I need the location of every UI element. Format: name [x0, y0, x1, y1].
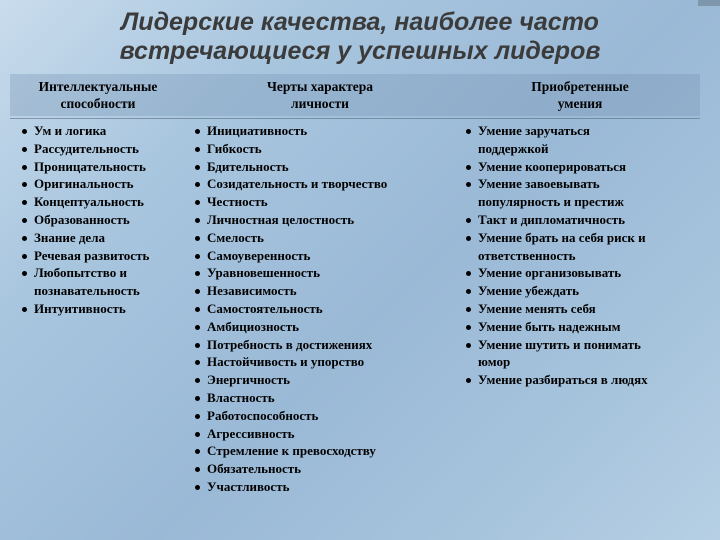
- list-item-text: Бдительность: [207, 158, 289, 174]
- list-item: [465, 318, 705, 336]
- list-item: [194, 336, 456, 354]
- list-item-text: Интуитивность: [34, 300, 126, 316]
- list-item-text: Образованность: [34, 211, 130, 227]
- list-item: [194, 371, 456, 389]
- list-item-text: Независимость: [207, 283, 297, 299]
- header-divider: [10, 118, 700, 119]
- list-item-text: Речевая развитость: [34, 247, 150, 263]
- list-item: [194, 442, 456, 460]
- slide-title: [0, 8, 720, 66]
- list-item-text: Умение менять себя: [478, 300, 596, 316]
- list-item: [21, 211, 191, 229]
- list-item: [21, 193, 191, 211]
- list-item-text: ответственность: [478, 247, 576, 263]
- slide-title-line-1: Лидерские качества, наиболее часто: [121, 8, 599, 36]
- list-item: [21, 247, 191, 265]
- list-item: [194, 264, 456, 282]
- list-item-text: Амбициозность: [207, 318, 299, 334]
- intellectual-abilities-list: [21, 122, 191, 318]
- list-item: [21, 175, 191, 193]
- list-item-text: Стремление к превосходству: [207, 443, 376, 459]
- list-item-text: Умение кооперироваться: [478, 158, 627, 174]
- list-item-text: Личностная целостность: [207, 211, 355, 227]
- list-item-text: Настойчивость и упорство: [207, 354, 365, 370]
- list-item-text: поддержкой: [478, 140, 549, 156]
- list-item: [194, 407, 456, 425]
- list-item-text: Потребность в достижениях: [207, 336, 373, 352]
- list-item-text: Умение шутить и понимать: [478, 336, 641, 352]
- list-item-text: Умение брать на себя риск и: [478, 229, 646, 245]
- list-item-text: Оригинальность: [34, 176, 134, 192]
- list-item-text: Ум и логика: [34, 123, 107, 138]
- list-item: [194, 300, 456, 318]
- list-item: [194, 353, 456, 371]
- list-item: [465, 122, 705, 158]
- list-item-text: Умение разбираться в людях: [478, 372, 648, 388]
- list-item: [21, 300, 191, 318]
- slide-title-line-2: встречающиеся у успешных лидеров: [119, 37, 601, 65]
- column-header-character: [198, 78, 442, 112]
- list-item: [465, 371, 705, 389]
- list-item-text: Участливость: [207, 478, 290, 494]
- list-item-text: Гибкость: [207, 140, 262, 156]
- list-item-text: познавательность: [34, 283, 140, 299]
- column-header-line: личности: [291, 96, 349, 111]
- list-item: [21, 140, 191, 158]
- list-item: [465, 229, 705, 265]
- list-item: [194, 122, 456, 140]
- list-item: [194, 460, 456, 478]
- column-header-intellectual: [14, 78, 182, 112]
- column-header-line: Интеллектуальные: [38, 79, 158, 94]
- list-item-text: Работоспособность: [207, 407, 319, 423]
- list-item-text: Умение заручаться: [478, 123, 590, 138]
- list-item-text: Знание дела: [34, 229, 105, 245]
- column-header-skills: [460, 78, 700, 112]
- list-item: [21, 122, 191, 140]
- list-item-text: Умение быть надежным: [478, 318, 621, 334]
- list-item-text: Обязательность: [207, 461, 302, 477]
- list-item-text: Агрессивность: [207, 425, 295, 441]
- list-item: [21, 158, 191, 176]
- list-item: [465, 336, 705, 372]
- list-item-text: Уравновешенность: [207, 265, 320, 281]
- list-item: [465, 300, 705, 318]
- list-item-text: Инициативность: [207, 123, 308, 138]
- list-item: [21, 264, 191, 300]
- list-item: [465, 282, 705, 300]
- list-item: [194, 158, 456, 176]
- list-item: [194, 318, 456, 336]
- acquired-skills-list: [465, 122, 705, 389]
- list-item-text: Самостоятельность: [207, 300, 323, 316]
- character-traits-list: [194, 122, 456, 496]
- list-item-text: Умение завоевывать: [478, 176, 600, 192]
- list-item: [21, 229, 191, 247]
- list-item-text: Умение убеждать: [478, 283, 579, 299]
- column-header-line: способности: [60, 96, 136, 111]
- list-item-text: Энергичность: [207, 372, 291, 388]
- list-item: [194, 282, 456, 300]
- list-item: [194, 425, 456, 443]
- list-item: [194, 478, 456, 496]
- list-item-text: Проницательность: [34, 158, 146, 174]
- list-item-text: Созидательность и творчество: [207, 176, 388, 192]
- list-item-text: Рассудительность: [34, 140, 139, 156]
- column-header-line: Черты характера: [266, 79, 374, 94]
- list-item-text: Честность: [207, 194, 268, 210]
- list-item: [194, 389, 456, 407]
- list-item-text: Властность: [207, 389, 275, 405]
- list-item: [194, 193, 456, 211]
- corner-mark: [698, 0, 720, 6]
- list-item-text: Умение организовывать: [478, 265, 622, 281]
- list-item: [194, 140, 456, 158]
- list-item: [465, 211, 705, 229]
- list-item: [194, 211, 456, 229]
- list-item: [465, 264, 705, 282]
- list-item: [465, 175, 705, 211]
- list-item-text: Такт и дипломатичность: [478, 211, 625, 227]
- column-header-line: Приобретенные: [531, 79, 629, 94]
- list-item: [465, 158, 705, 176]
- column-header-line: умения: [557, 96, 603, 111]
- list-item-text: Любопытство и: [34, 265, 127, 281]
- list-item-text: Концептуальность: [34, 194, 144, 210]
- list-item: [194, 175, 456, 193]
- list-item: [194, 247, 456, 265]
- list-item: [194, 229, 456, 247]
- list-item-text: популярность и престиж: [478, 194, 624, 210]
- list-item-text: Смелость: [207, 229, 264, 245]
- list-item-text: Самоуверенность: [207, 247, 311, 263]
- list-item-text: юмор: [478, 354, 511, 370]
